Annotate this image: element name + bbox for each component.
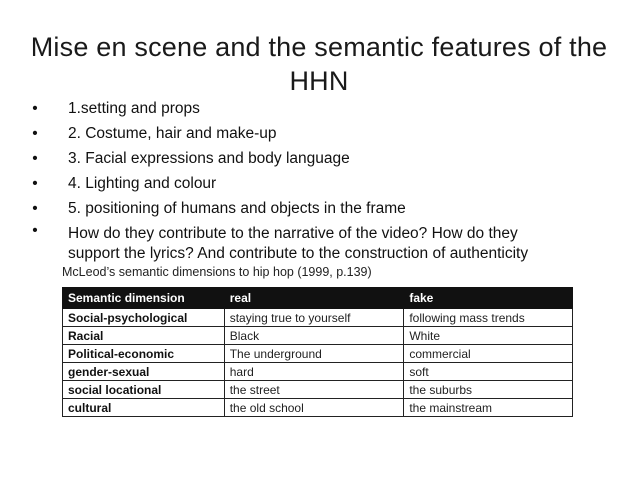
bullet-dot: • [32,222,38,239]
bullet-item [28,196,608,221]
bullet-item [28,171,608,196]
dimension-cell: Racial [63,327,225,345]
real-cell: staying true to yourself [224,309,404,327]
dimension-cell: Social-psychological [63,309,225,327]
real-cell: the street [224,381,404,399]
title-line-1: Mise en scene and the semantic features of the [30,32,608,62]
dimension-cell: Political-economic [63,345,225,363]
fake-cell: the mainstream [404,399,573,417]
dimension-cell: cultural [63,399,225,417]
bullet-text: 3. Facial expressions and body language [68,150,350,167]
table-row [63,399,573,417]
bullet-text: 5. positioning of humans and objects in the frame [68,200,406,217]
bullet-item [28,121,608,146]
fake-cell: following mass trends [404,309,573,327]
header-real: real [224,288,404,309]
bullet-text: 2. Costume, hair and make-up [68,125,277,142]
bullet-dot: • [32,125,38,142]
bullet-item [28,146,608,171]
table-row [63,381,573,399]
dimension-cell: gender-sexual [63,363,225,381]
fake-cell: soft [404,363,573,381]
bullet-dot: • [32,100,38,117]
table-row [63,345,573,363]
question-line-1: How do they contribute to the narrative of the video? How do they [68,225,518,242]
real-cell: the old school [224,399,404,417]
bullet-list [28,96,608,264]
fake-cell: White [404,327,573,345]
semantic-dimensions-table [62,287,573,417]
bullet-item-question [28,221,608,264]
table-row [63,327,573,345]
slide-title [20,30,618,98]
table-caption: McLeod’s semantic dimensions to hip hop (1999, p.139) [62,265,372,279]
real-cell: The underground [224,345,404,363]
table-row [63,363,573,381]
real-cell: hard [224,363,404,381]
bullet-text: 4. Lighting and colour [68,175,217,192]
bullet-dot: • [32,150,38,167]
header-fake: fake [404,288,573,309]
bullet-dot: • [32,175,38,192]
bullet-item [28,96,608,121]
question-line-2: support the lyrics? And contribute to the construction of authenticity [68,245,529,262]
bullet-text: 1.setting and props [68,100,200,117]
dimension-cell: social locational [63,381,225,399]
header-semantic-dimension: Semantic dimension [63,288,225,309]
table-row [63,309,573,327]
fake-cell: commercial [404,345,573,363]
bullet-dot: • [32,200,38,217]
table-header-row [63,288,573,309]
real-cell: Black [224,327,404,345]
title-line-2: HHN [289,66,349,96]
fake-cell: the suburbs [404,381,573,399]
